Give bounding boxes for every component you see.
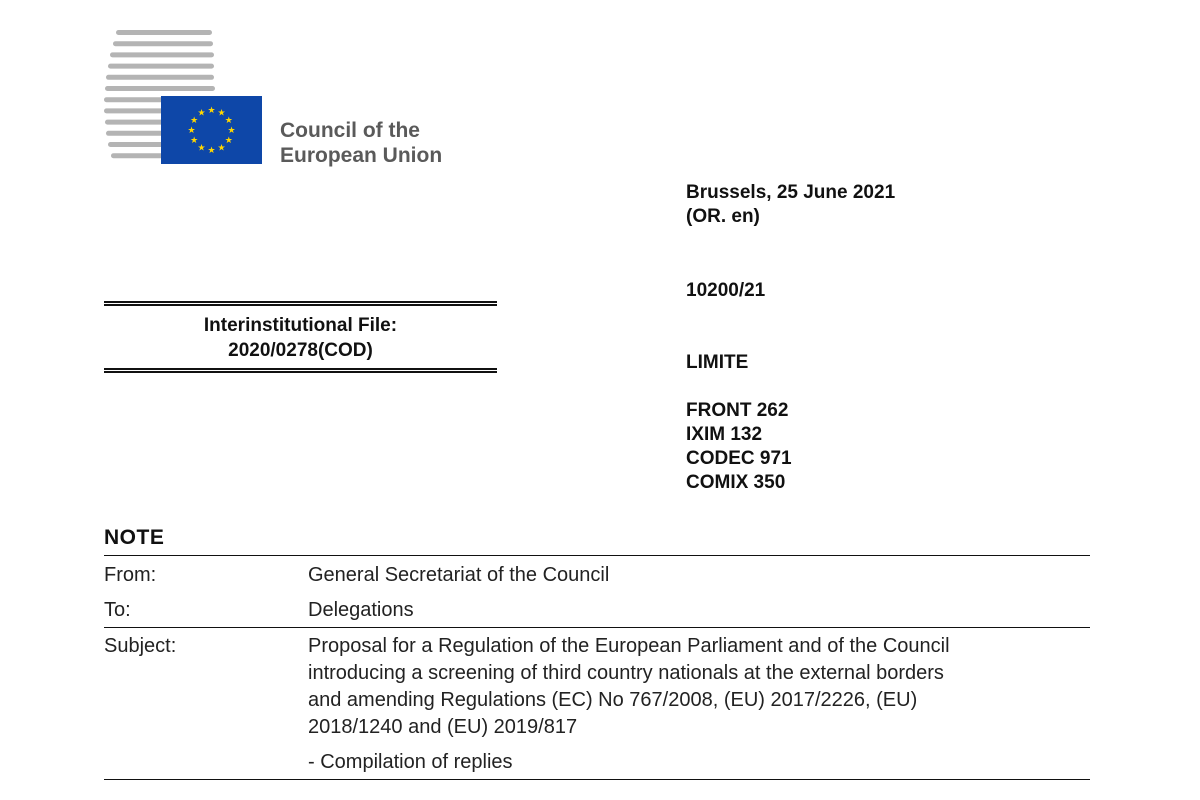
interinstitutional-file-text [104, 313, 497, 363]
divider [104, 627, 1090, 628]
council-logo [104, 28, 264, 168]
document-codes [686, 399, 792, 495]
subject-label: Subject: [104, 635, 177, 657]
divider [104, 779, 1090, 780]
document-date-block [686, 181, 895, 229]
logo-stripe [116, 30, 212, 35]
subject-line: Proposal for a Regulation of the European Parliament and of the Council [308, 635, 950, 657]
eu-star-icon: ★ [187, 126, 196, 136]
code-item: IXIM 132 [686, 424, 763, 445]
double-rule-bottom [104, 368, 497, 373]
code-item: FRONT 262 [686, 400, 789, 421]
to-label: To: [104, 599, 131, 621]
eu-star-icon: ★ [197, 108, 206, 119]
note-title: NOTE [104, 526, 165, 549]
divider [104, 555, 1090, 556]
council-emblem-icon [104, 28, 264, 168]
file-label: Interinstitutional File: [203, 315, 398, 336]
from-label: From: [104, 564, 157, 586]
logo-stripe [108, 64, 214, 69]
organization-name [280, 118, 442, 168]
eu-star-icon: ★ [190, 136, 199, 146]
eu-star-icon: ★ [217, 143, 226, 154]
code-item: COMIX 350 [686, 472, 786, 493]
eu-star-icon: ★ [227, 126, 236, 136]
subject-line: introducing a screening of third country nationals at the external borders [308, 662, 944, 684]
double-rule-top [104, 301, 497, 306]
eu-star-icon: ★ [207, 146, 216, 156]
classification-label: LIMITE [686, 352, 749, 373]
logo-stripe [105, 86, 215, 91]
to-value: Delegations [308, 599, 414, 621]
subject-value [308, 633, 1078, 741]
eu-star-icon: ★ [197, 143, 206, 154]
code-item: CODEC 971 [686, 448, 792, 469]
subject-line: 2018/1240 and (EU) 2019/817 [308, 716, 578, 738]
from-value: General Secretariat of the Council [308, 564, 610, 586]
file-number: 2020/0278(COD) [228, 340, 373, 361]
eu-star-icon: ★ [224, 116, 233, 126]
logo-stripe [106, 75, 214, 80]
org-name-line2: European Union [280, 144, 443, 167]
place-date: Brussels, 25 June 2021 [686, 182, 896, 203]
logo-stripe [113, 41, 213, 46]
logo-stripe [110, 52, 214, 57]
document-number: 10200/21 [686, 280, 766, 301]
eu-star-icon: ★ [224, 136, 233, 146]
org-name-line1: Council of the [280, 119, 420, 142]
subject-sub: - Compilation of replies [308, 751, 513, 773]
subject-line: and amending Regulations (EC) No 767/2008, (EU) 2017/2226, (EU) [308, 689, 918, 711]
eu-star-icon: ★ [207, 106, 216, 116]
original-language: (OR. en) [686, 206, 760, 227]
eu-star-icon: ★ [217, 108, 226, 119]
eu-star-icon: ★ [190, 116, 199, 126]
interinstitutional-file-box [104, 301, 497, 373]
